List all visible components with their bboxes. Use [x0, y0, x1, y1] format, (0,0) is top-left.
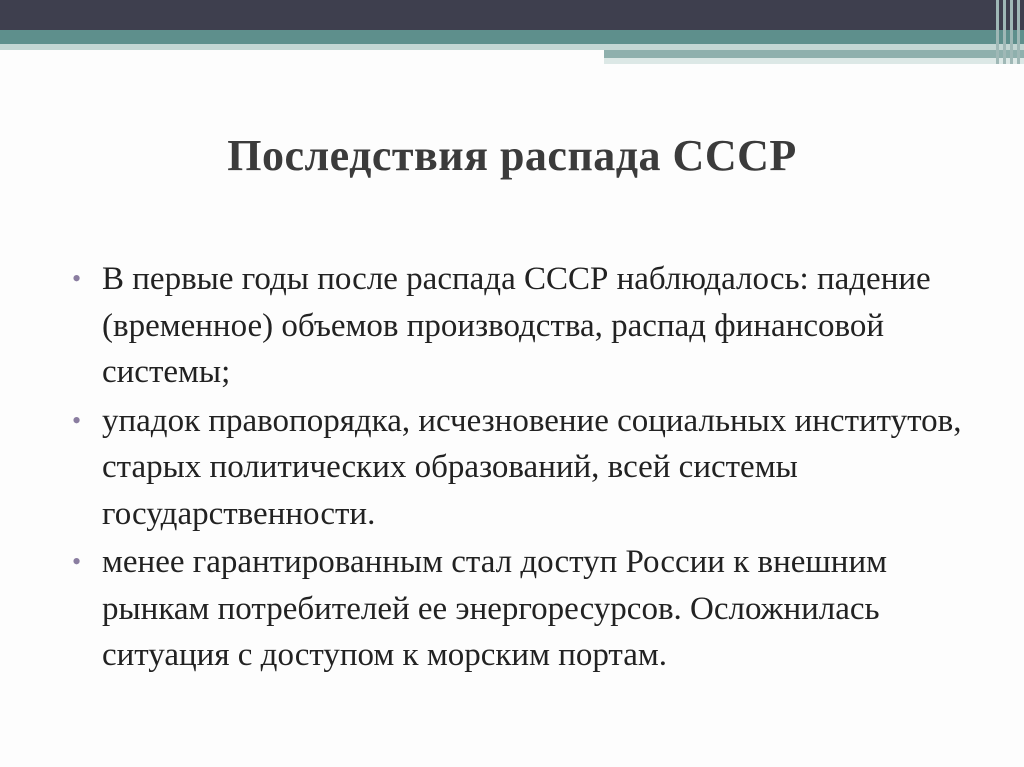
bullet-list [70, 256, 970, 679]
bullet-item [70, 256, 970, 396]
bullet-text: менее гарантированным стал доступ России к внешним рынкам потребителей ее энергоресурсов. Осложнилась ситуация с доступом к морским портам. [102, 544, 888, 673]
header-vertical-stripe [1010, 0, 1013, 64]
header-vertical-stripe [1003, 0, 1006, 64]
bullet-text: В первые годы после распада СССР наблюдалось: падение (временное) объемов производства, распад финансовой системы; [102, 261, 931, 390]
bullet-dot-icon: • [72, 547, 82, 576]
header-bar-step [604, 50, 1024, 58]
slide-title: Последствия распада СССР [227, 131, 797, 180]
header-bar-teal [0, 30, 1024, 44]
bullet-dot-icon: • [72, 264, 82, 293]
bullet-item [70, 539, 970, 679]
header-vertical-stripe [1017, 0, 1020, 64]
bullet-dot-icon: • [72, 405, 82, 435]
header-bar-step-light [604, 58, 1024, 64]
bullet-item [70, 398, 970, 538]
header-vertical-stripe [996, 0, 999, 64]
bullet-text: упадок правопорядка, исчезновение социальных институтов, старых политических образований, всей системы государственности. [102, 402, 962, 532]
header-bar-dark [0, 0, 1024, 30]
